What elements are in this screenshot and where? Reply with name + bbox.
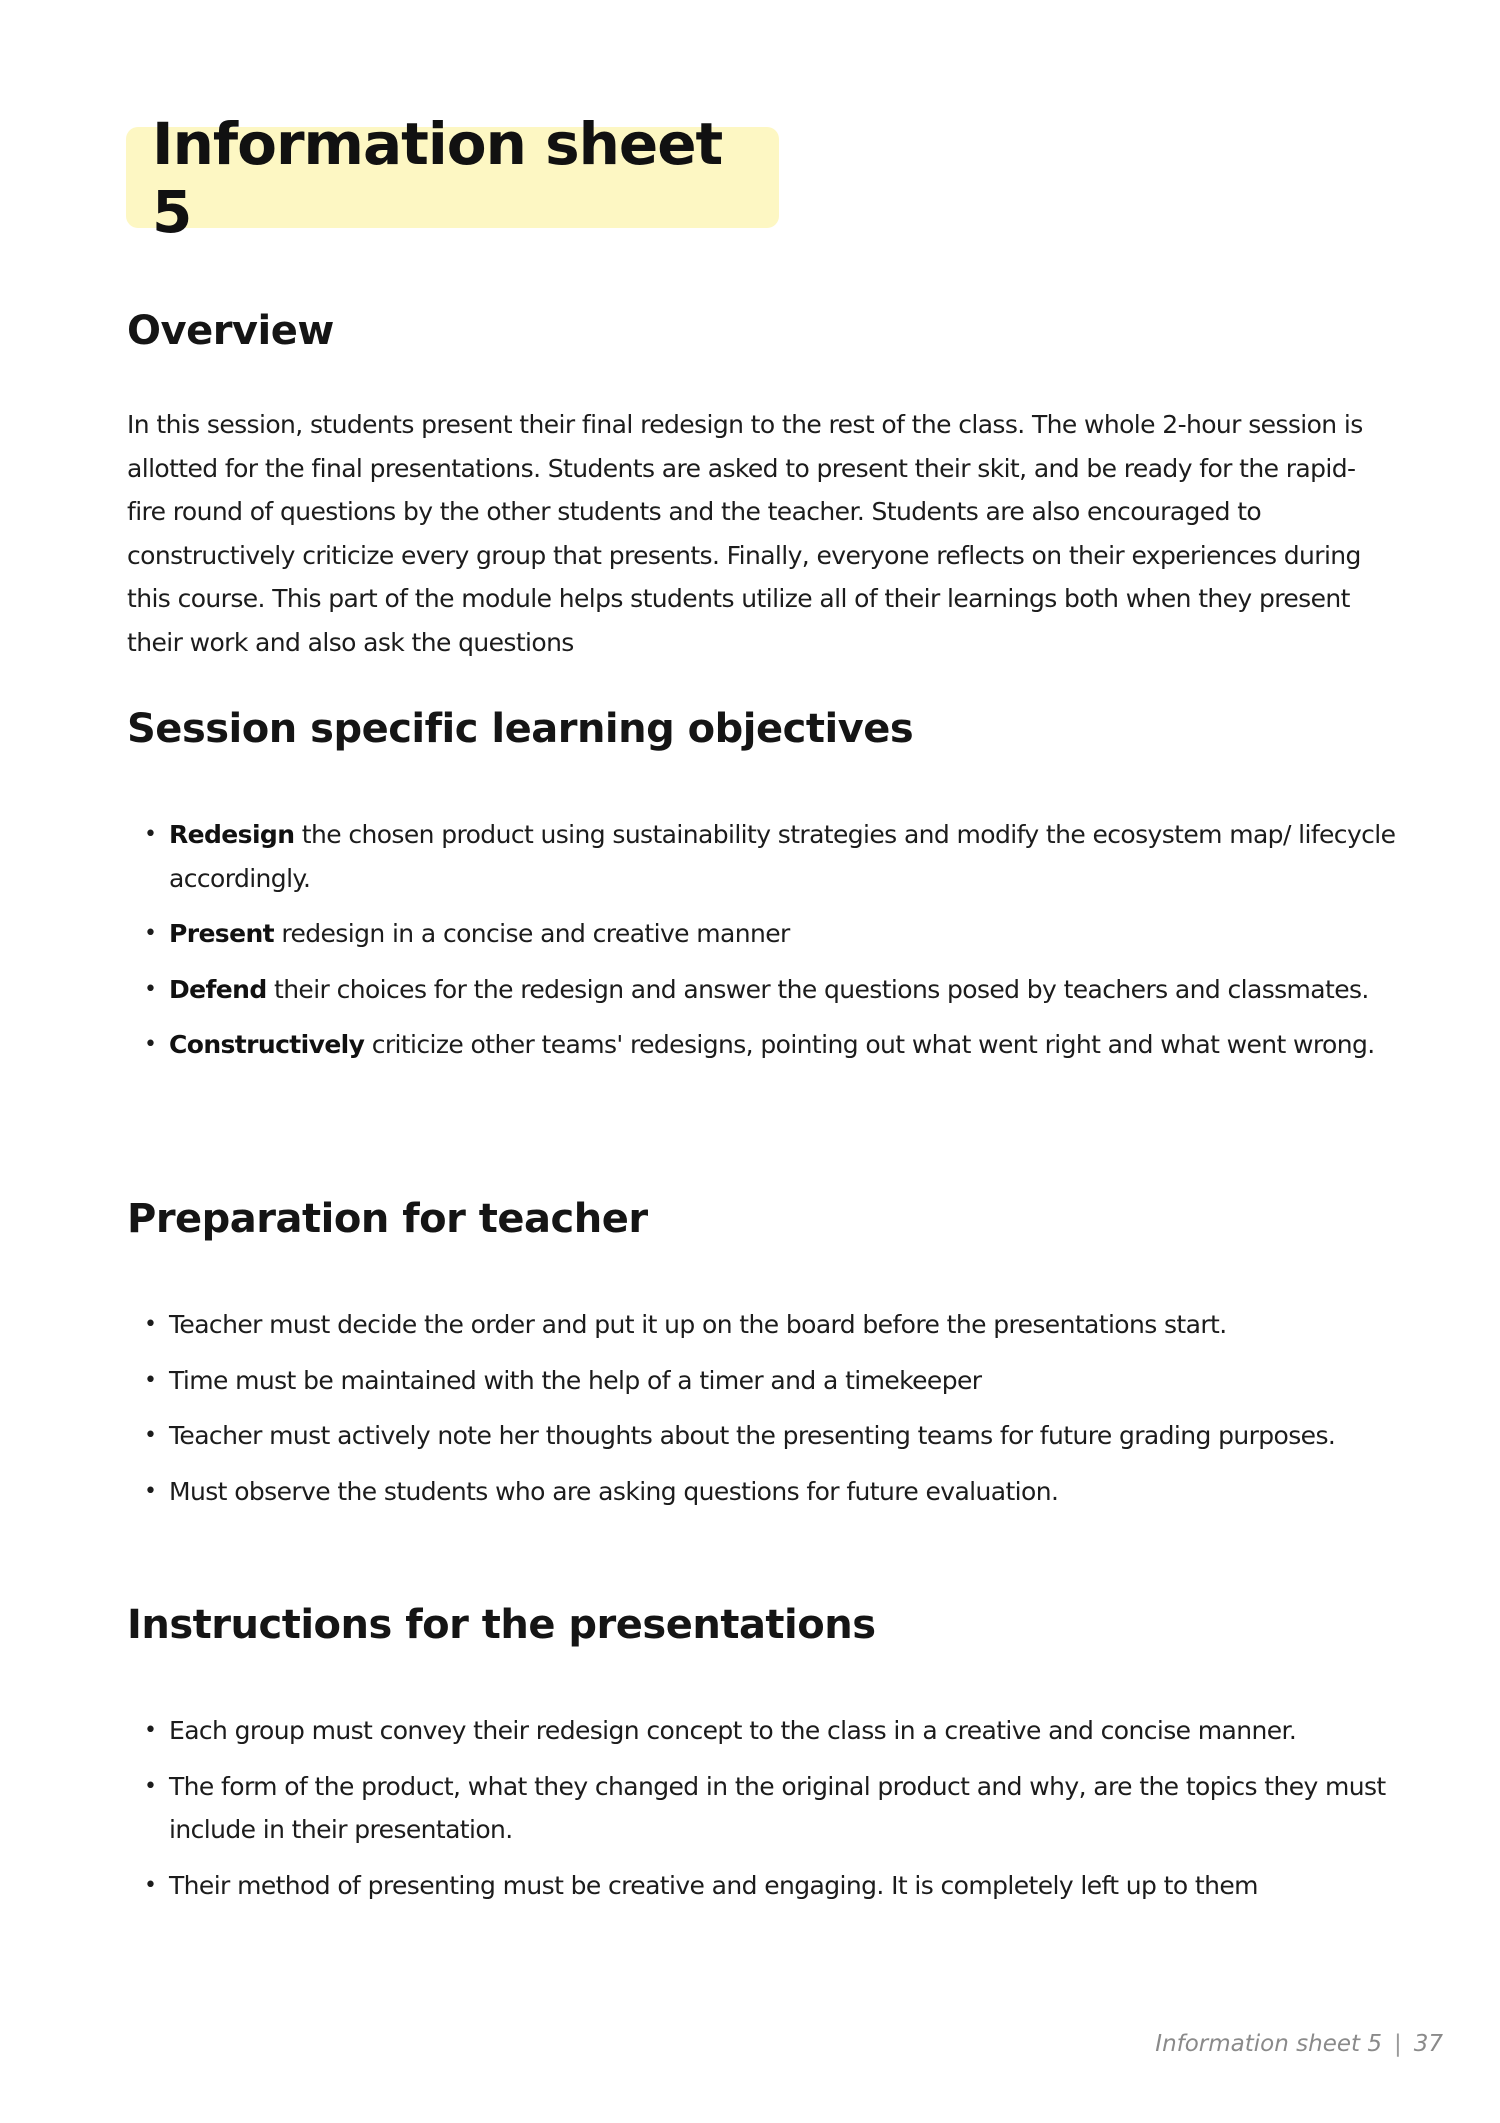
page-footer — [1155, 2031, 1443, 2057]
page-title: Information sheet 5 — [152, 109, 723, 246]
overview-text: In this session, students present their final redesign to the rest of the class. The whole 2-hour session is allotted for the final presentations. Students are asked to present their skit, and be ready for the rapid-fire round of questions by the other students and the teacher. Students are also encouraged to constructively criticize every group that presents. Finally, everyone reflects on their experiences during this course. This part of the module helps students utilize all of their learnings both when they present their work and also ask the questions — [127, 410, 1363, 657]
objective-item — [127, 968, 1397, 1012]
instructions-list — [127, 1709, 1397, 1919]
objective-item — [127, 813, 1397, 900]
instruction-item: • Each group must convey their redesign concept to the class in a creative and concise manner. — [127, 1709, 1397, 1753]
bullet-icon: • — [144, 1312, 157, 1337]
objective-keyword: Constructively — [169, 1030, 365, 1059]
bullet-icon: • — [144, 921, 157, 946]
bullet-icon: • — [144, 1718, 157, 1743]
objective-text: criticize other teams' redesigns, pointing out what went right and what went wrong. — [364, 1030, 1375, 1059]
preparation-item: • Must observe the students who are asking questions for future evaluation. — [127, 1470, 1397, 1514]
instruction-item: • The form of the product, what they changed in the original product and why, are the topics they must include in their presentation. — [127, 1765, 1397, 1852]
objective-item — [127, 912, 1397, 956]
preparation-list — [127, 1303, 1397, 1525]
footer-label: Information sheet 5 — [1155, 2031, 1382, 2057]
objective-text: redesign in a concise and creative manner — [274, 919, 790, 948]
preparation-heading: Preparation for teacher — [127, 1196, 648, 1242]
page-number: 37 — [1413, 2031, 1443, 2057]
bullet-icon: • — [144, 1872, 157, 1898]
bullet-icon: • — [144, 1367, 157, 1393]
bullet-icon: • — [144, 976, 157, 1002]
instruction-item: • Their method of presenting must be creative and engaging. It is completely left up to them — [127, 1864, 1397, 1908]
objective-text: their choices for the redesign and answer the questions posed by teachers and classmates. — [266, 974, 1369, 1004]
bullet-icon: • — [144, 1773, 157, 1799]
bullet-icon: • — [144, 1423, 157, 1448]
overview-heading: Overview — [127, 308, 334, 354]
footer-separator: | — [1393, 2031, 1402, 2057]
objective-keyword: Present — [169, 919, 274, 948]
bullet-icon: • — [144, 822, 157, 847]
objectives-list — [127, 813, 1397, 1079]
objective-text: the chosen product using sustainability strategies and modify the ecosystem map/ lifecycle accordingly. — [169, 820, 1396, 893]
bullet-icon: • — [144, 1478, 157, 1504]
bullet-icon: • — [144, 1032, 157, 1057]
objective-keyword: Defend — [169, 974, 267, 1004]
objective-item — [127, 1023, 1397, 1067]
page-title-box — [126, 109, 779, 246]
preparation-item: • Time must be maintained with the help of a timer and a timekeeper — [127, 1359, 1397, 1403]
instructions-heading: Instructions for the presentations — [127, 1602, 876, 1648]
objective-keyword: Redesign — [169, 820, 295, 849]
objectives-heading: Session specific learning objectives — [127, 706, 914, 752]
preparation-item: • Teacher must actively note her thoughts about the presenting teams for future grading purposes. — [127, 1414, 1397, 1458]
preparation-item: • Teacher must decide the order and put it up on the board before the presentations start. — [127, 1303, 1397, 1347]
